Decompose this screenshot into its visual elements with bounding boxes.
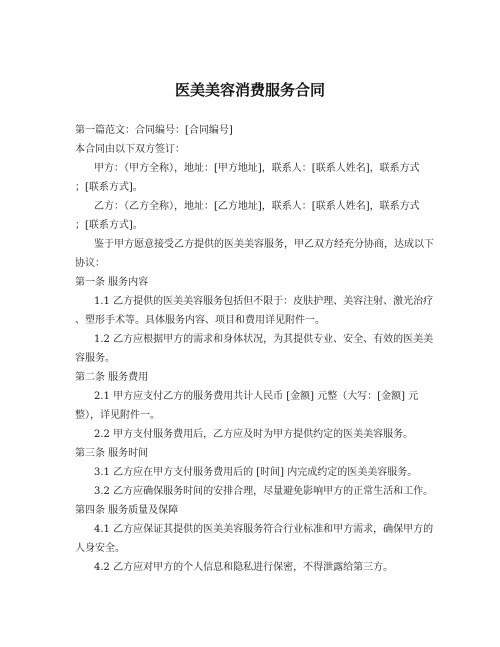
preamble-line-continued: 协议： [75, 258, 105, 269]
clause-4-1-line: 4.1 乙方应保证其提供的医美美容服务符合行业标准和甲方需求，确保甲方的 [94, 524, 434, 535]
preamble-line: 鉴于甲方愿意接受乙方提供的医美美容服务，甲乙双方经充分协商，达成以下 [94, 239, 434, 250]
article-2-heading: 第二条 服务费用 [75, 372, 149, 383]
clause-2-2-line: 2.2 甲方支付服务费用后，乙方应及时为甲方提供约定的医美美容服务。 [94, 429, 414, 440]
clause-1-2-line: 1.2 乙方应根据甲方的需求和身体状况，为其提供专业、安全、有效的医美美 [94, 334, 434, 345]
clause-1-2-line-continued: 容服务。 [75, 353, 115, 364]
article-1-heading: 第一条 服务内容 [75, 277, 149, 288]
party-a-line: 甲方：（甲方全称），地址：[甲方地址]，联系人：[联系人姓名]，联系方式 [94, 163, 420, 174]
party-b-line-continued: ；[联系方式]。 [75, 220, 143, 231]
parties-intro-line: 本合同由以下双方签订： [75, 144, 185, 155]
clause-2-1-line: 2.1 甲方应支付乙方的服务费用共计人民币 [金额] 元整（大写：[金额] 元 [94, 391, 419, 402]
clause-4-1-line-continued: 人身安全。 [75, 543, 125, 554]
clause-4-2-line: 4.2 乙方应对甲方的个人信息和隐私进行保密，不得泄露给第三方。 [94, 562, 394, 573]
party-a-line-continued: ；[联系方式]。 [75, 182, 143, 193]
contract-number-line: 第一篇范文：合同编号：[合同编号] [75, 125, 233, 136]
clause-2-1-line-continued: 整），详见附件一。 [75, 410, 160, 421]
article-4-heading: 第四条 服务质量及保障 [75, 505, 179, 516]
document-title: 医美美容消费服务合同 [174, 81, 325, 99]
article-3-heading: 第三条 服务时间 [75, 448, 149, 459]
clause-3-2-line: 3.2 乙方应确保服务时间的安排合理，尽量避免影响甲方的正常生活和工作。 [94, 486, 434, 497]
clause-1-1-line: 1.1 乙方提供的医美美容服务包括但不限于：皮肤护理、美容注射、激光治疗 [94, 296, 434, 307]
clause-3-1-line: 3.1 乙方应在甲方支付服务费用后的 [时间] 内完成约定的医美美容服务。 [94, 467, 418, 478]
document-body [75, 121, 435, 577]
clause-1-1-line-continued: 、塑形手术等。具体服务内容、项目和费用详见附件一。 [75, 315, 325, 326]
party-b-line: 乙方：（乙方全称），地址：[乙方地址]，联系人：[联系人姓名]，联系方式 [94, 201, 420, 212]
